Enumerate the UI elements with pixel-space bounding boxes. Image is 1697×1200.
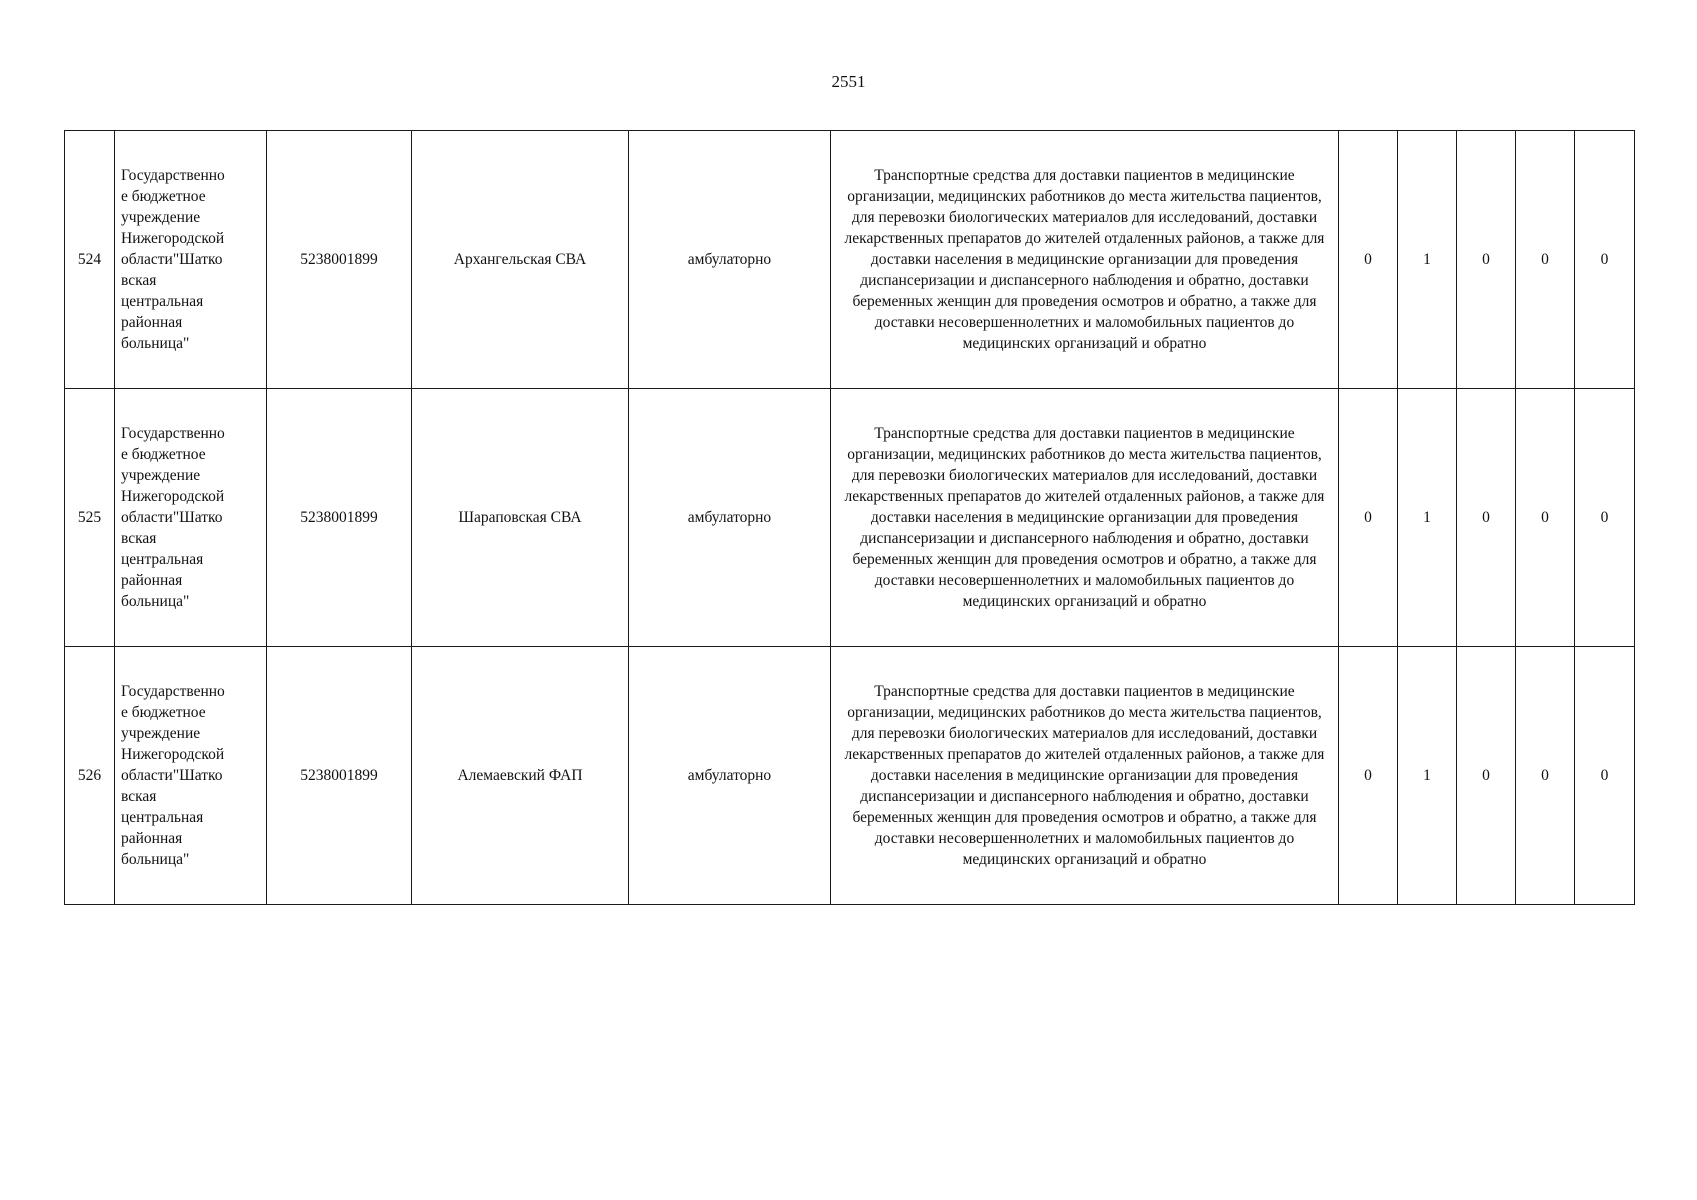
value-cell-2: 1: [1398, 131, 1457, 389]
value-cell-5: 0: [1575, 647, 1635, 905]
value-cell-2: 1: [1398, 647, 1457, 905]
care-condition-cell: амбулаторно: [629, 131, 831, 389]
description-cell: Транспортные средства для доставки пациентов в медицинские организации, медицинских работников до места жительства пациентов, для перевозки биологических материалов для исследований, доставки лекарственных препаратов до жителей отдаленных районов, а также для доставки населения в медицинские организации для проведения диспансеризации и диспансерного наблюдения и обратно, доставки беременных женщин для проведения осмотров и обратно, а также для доставки несовершеннолетних и маломобильных пациентов до медицинских организаций и обратно: [831, 389, 1339, 647]
value-cell-4: 0: [1516, 647, 1575, 905]
organization-name: Государственно е бюджетное учреждение Нижегородской области"Шатко вская центральная районная больница": [121, 425, 225, 610]
value-cell-1: 0: [1339, 389, 1398, 647]
care-condition-cell: амбулаторно: [629, 389, 831, 647]
table-row: [65, 131, 1635, 389]
value-cell-1: 0: [1339, 131, 1398, 389]
table-row: [65, 389, 1635, 647]
inn-cell: 5238001899: [267, 131, 412, 389]
row-number: 526: [65, 647, 115, 905]
value-cell-5: 0: [1575, 131, 1635, 389]
value-cell-3: 0: [1457, 131, 1516, 389]
value-cell-3: 0: [1457, 647, 1516, 905]
row-number: 524: [65, 131, 115, 389]
organization-cell: [115, 647, 267, 905]
organization-name: Государственно е бюджетное учреждение Нижегородской области"Шатко вская центральная районная больница": [121, 683, 225, 868]
value-cell-5: 0: [1575, 389, 1635, 647]
care-condition-cell: амбулаторно: [629, 647, 831, 905]
table-row: [65, 647, 1635, 905]
organization-cell: [115, 389, 267, 647]
unit-name-cell: Алемаевский ФАП: [412, 647, 629, 905]
row-number: 525: [65, 389, 115, 647]
unit-name-cell: Архангельская СВА: [412, 131, 629, 389]
organization-cell: [115, 131, 267, 389]
inn-cell: 5238001899: [267, 389, 412, 647]
organization-name: Государственно е бюджетное учреждение Нижегородской области"Шатко вская центральная районная больница": [121, 167, 225, 352]
inn-cell: 5238001899: [267, 647, 412, 905]
value-cell-4: 0: [1516, 389, 1575, 647]
value-cell-2: 1: [1398, 389, 1457, 647]
value-cell-1: 0: [1339, 647, 1398, 905]
value-cell-4: 0: [1516, 131, 1575, 389]
unit-name-cell: Шараповская СВА: [412, 389, 629, 647]
page-number: 2551: [831, 72, 866, 91]
description-cell: Транспортные средства для доставки пациентов в медицинские организации, медицинских работников до места жительства пациентов, для перевозки биологических материалов для исследований, доставки лекарственных препаратов до жителей отдаленных районов, а также для доставки населения в медицинские организации для проведения диспансеризации и диспансерного наблюдения и обратно, доставки беременных женщин для проведения осмотров и обратно, а также для доставки несовершеннолетних и маломобильных пациентов до медицинских организаций и обратно: [831, 647, 1339, 905]
value-cell-3: 0: [1457, 389, 1516, 647]
equipment-table: [64, 130, 1635, 905]
description-cell: Транспортные средства для доставки пациентов в медицинские организации, медицинских работников до места жительства пациентов, для перевозки биологических материалов для исследований, доставки лекарственных препаратов до жителей отдаленных районов, а также для доставки населения в медицинские организации для проведения диспансеризации и диспансерного наблюдения и обратно, доставки беременных женщин для проведения осмотров и обратно, а также для доставки несовершеннолетних и маломобильных пациентов до медицинских организаций и обратно: [831, 131, 1339, 389]
